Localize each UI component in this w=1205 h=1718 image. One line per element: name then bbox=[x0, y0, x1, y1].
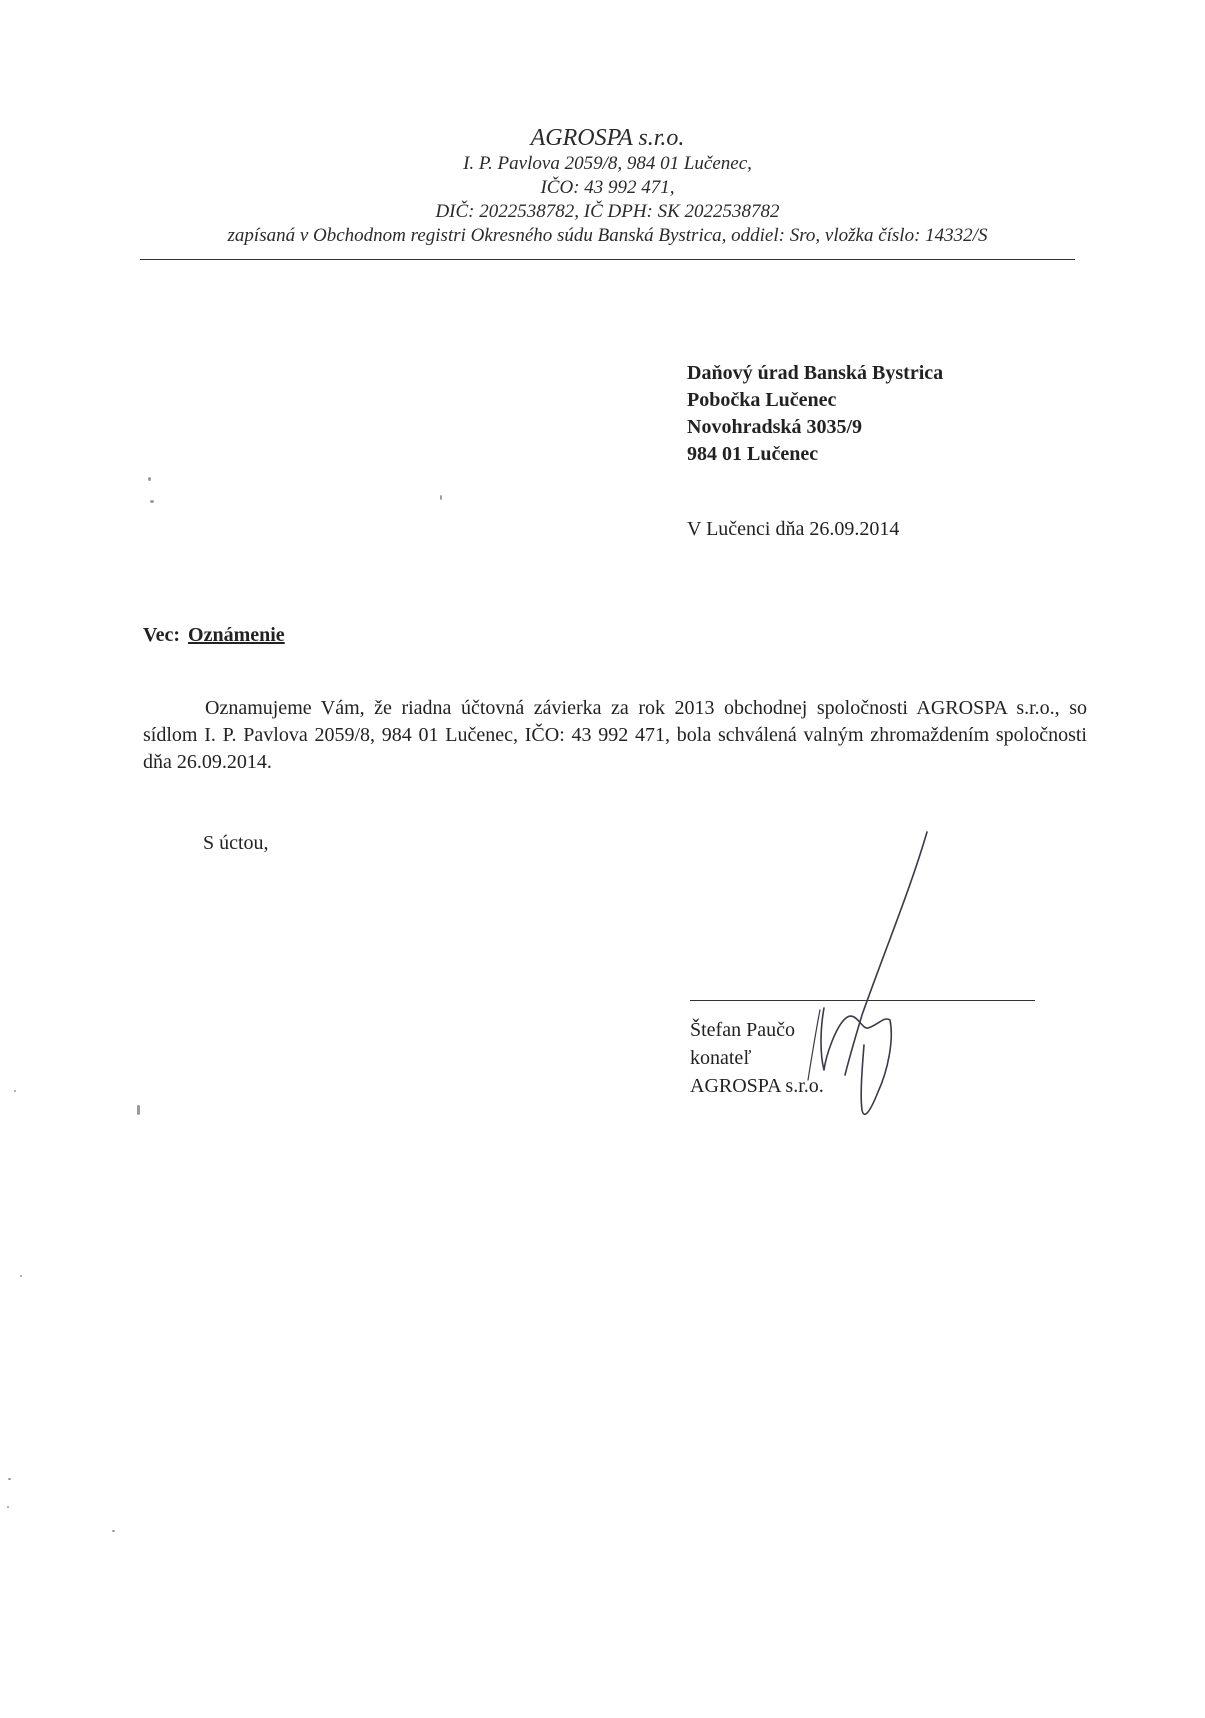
closing: S úctou, bbox=[203, 832, 269, 854]
scan-speck bbox=[137, 1105, 140, 1115]
signer-company: AGROSPA s.r.o. bbox=[690, 1075, 824, 1097]
signer-role: konateľ bbox=[690, 1047, 752, 1069]
scan-speck bbox=[8, 1478, 11, 1480]
scan-speck bbox=[20, 1275, 22, 1277]
company-ico: IČO: 43 992 471, bbox=[540, 177, 675, 198]
scan-speck bbox=[14, 1090, 16, 1092]
handwritten-signature bbox=[790, 830, 940, 1120]
signer-name: Štefan Paučo bbox=[690, 1019, 795, 1041]
company-registry: zapísaná v Obchodnom registri Okresného súdu Banská Bystrica, oddiel: Sro, vložka číslo: 14332/S bbox=[227, 225, 988, 246]
letterhead bbox=[140, 124, 1075, 248]
scan-speck bbox=[112, 1530, 115, 1532]
date-line: V Lučenci dňa 26.09.2014 bbox=[687, 518, 900, 540]
recipient-line-4: 984 01 Lučenec bbox=[687, 443, 819, 465]
scan-speck bbox=[7, 1506, 9, 1508]
company-tax-ids: DIČ: 2022538782, IČ DPH: SK 2022538782 bbox=[435, 201, 780, 222]
scan-speck bbox=[150, 500, 154, 503]
company-address: I. P. Pavlova 2059/8, 984 01 Lučenec, bbox=[463, 153, 752, 174]
recipient-line-3: Novohradská 3035/9 bbox=[687, 416, 863, 438]
subject-line bbox=[143, 624, 285, 647]
recipient-line-2: Pobočka Lučenec bbox=[687, 389, 837, 411]
recipient-line-1: Daňový úrad Banská Bystrica bbox=[687, 362, 944, 384]
scan-speck bbox=[148, 477, 151, 481]
letterhead-divider bbox=[140, 259, 1075, 260]
scan-speck bbox=[440, 495, 442, 500]
subject-text: Oznámenie bbox=[188, 624, 285, 646]
body-paragraph: Oznamujeme Vám, že riadna účtovná závierka za rok 2013 obchodnej spoločnosti AGROSPA s.r.o., so sídlom I. P. Pavlova 2059/8, 984 01 Lučenec, IČO: 43 992 471, bola schválená valným zhromaždením spoločnosti dňa 26.09.2014. bbox=[143, 697, 1087, 773]
company-name: AGROSPA s.r.o. bbox=[530, 125, 685, 151]
subject-label: Vec: bbox=[143, 624, 181, 646]
recipient-address bbox=[687, 360, 943, 468]
